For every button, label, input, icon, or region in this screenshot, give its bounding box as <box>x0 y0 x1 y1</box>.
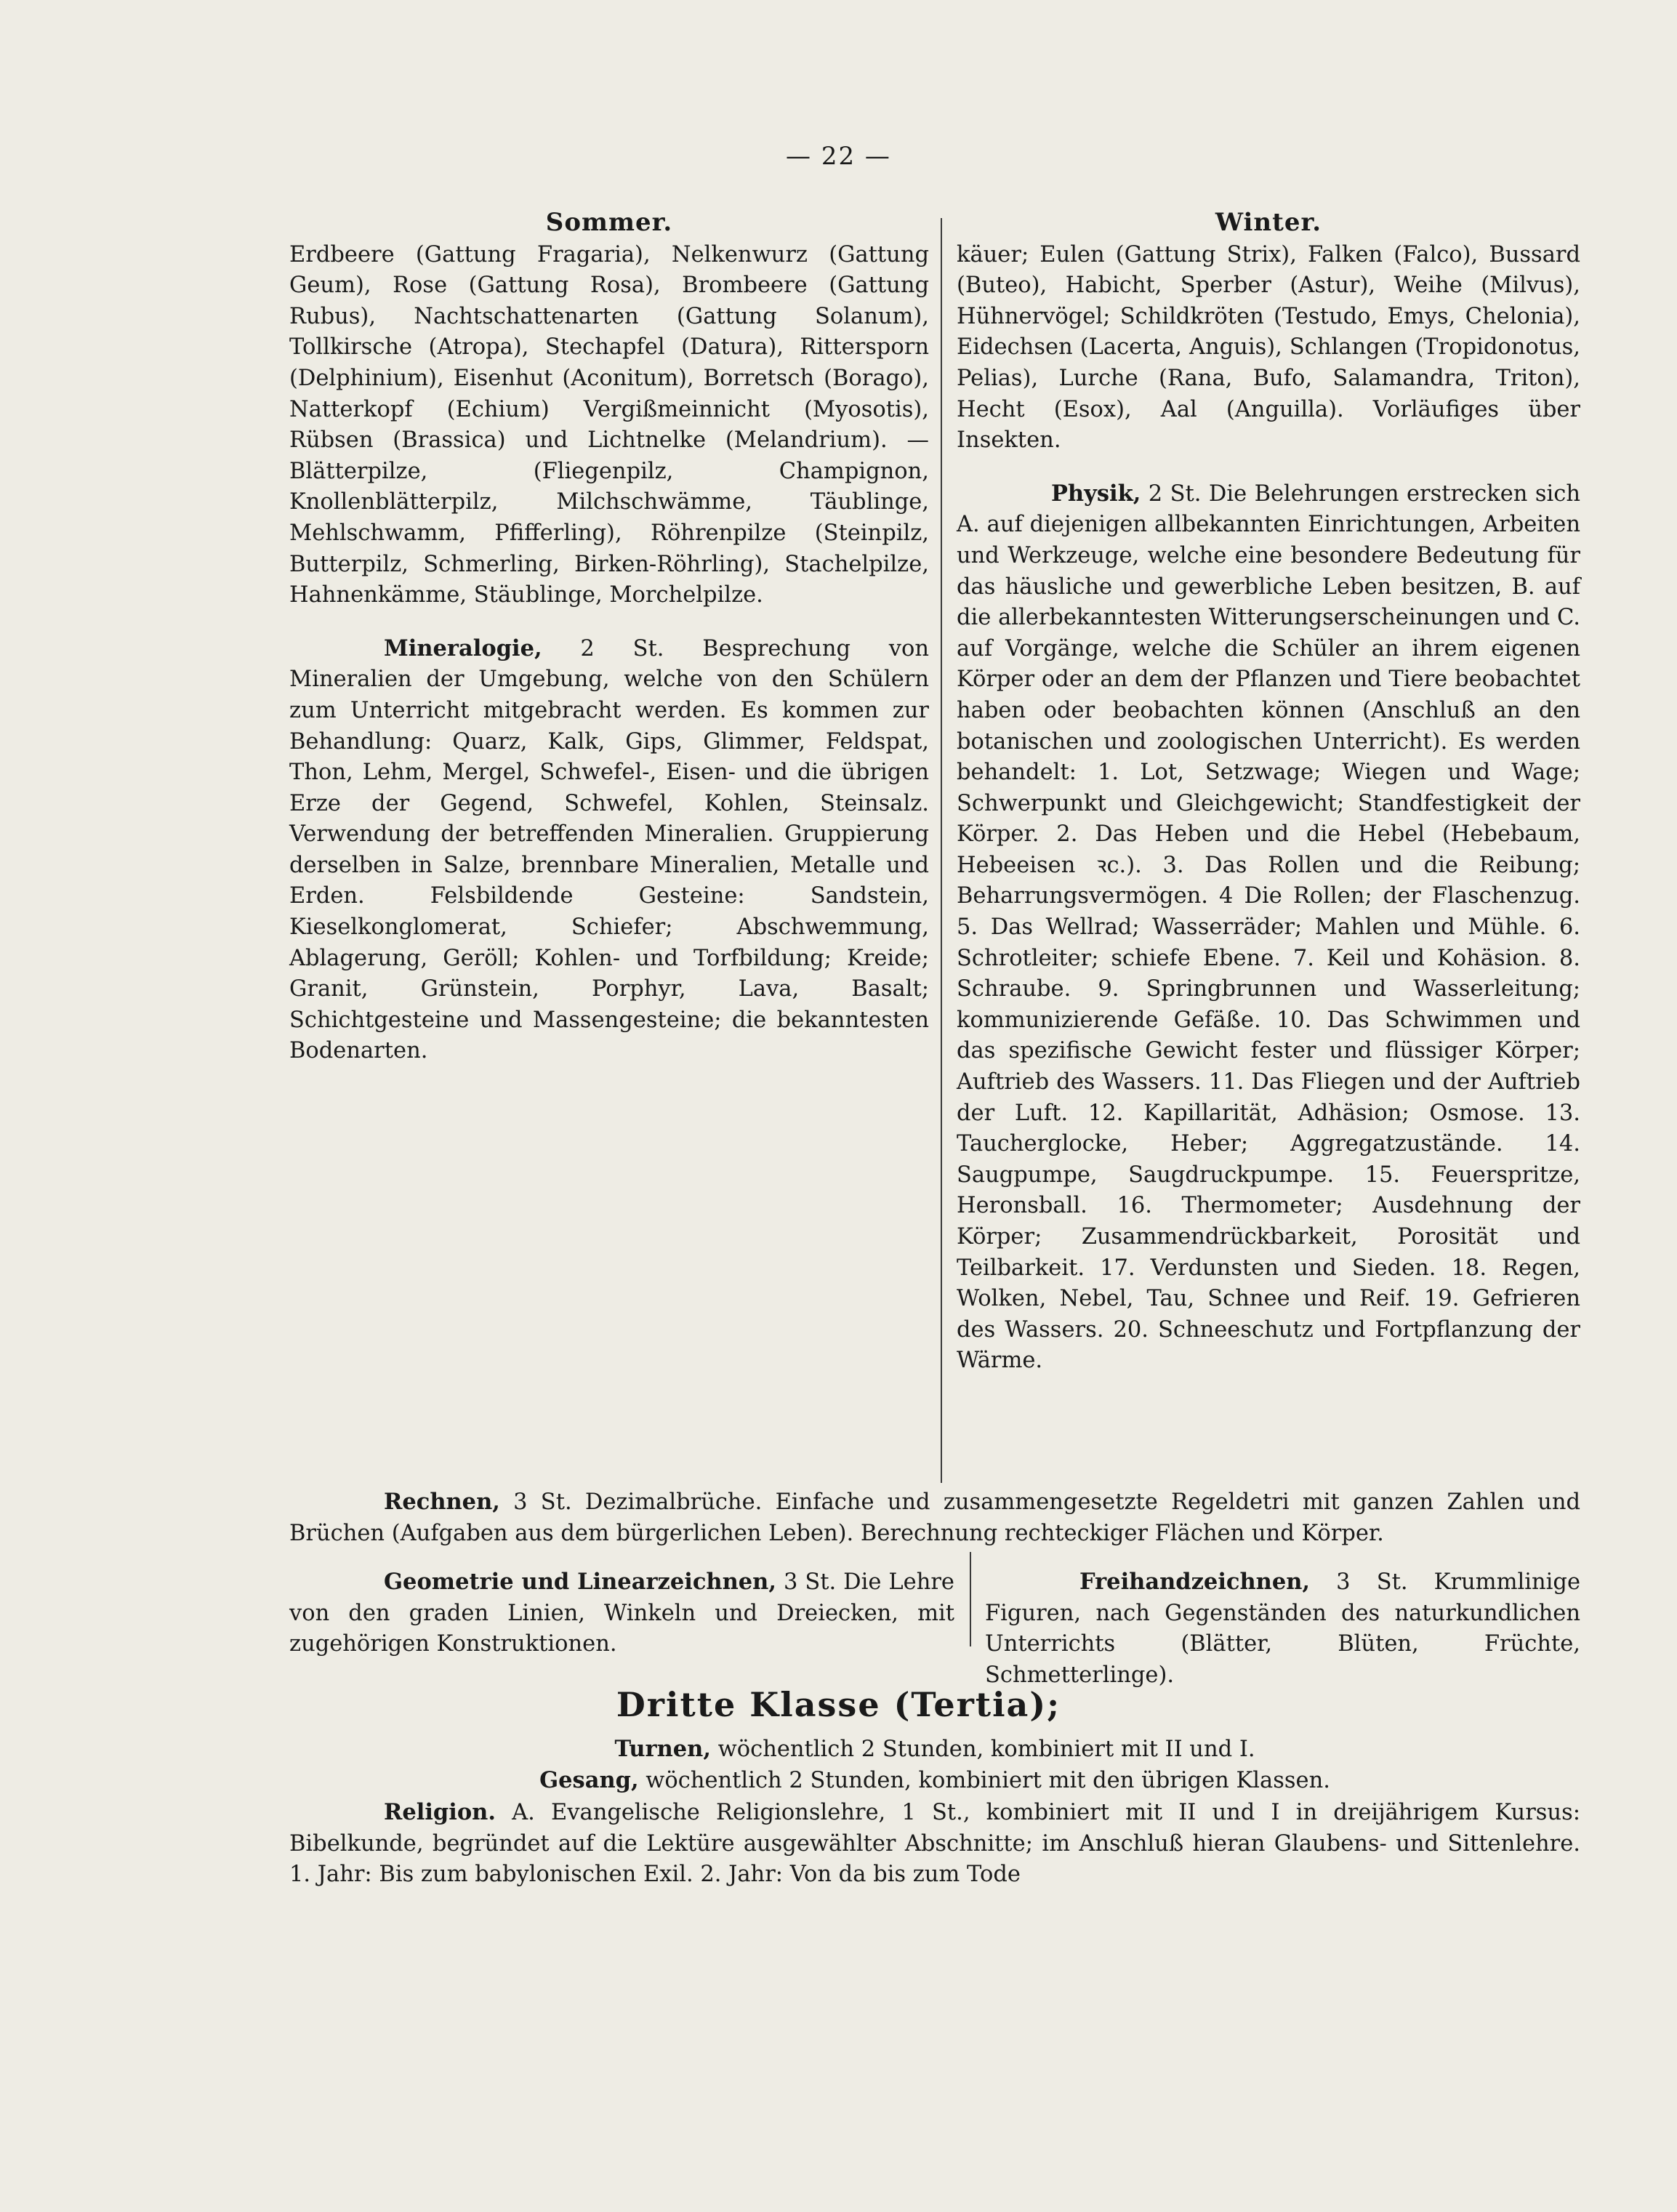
mineralogy-label: Mineralogie, <box>384 635 542 661</box>
physics-text: 2 St. Die Belehrungen erstrecken sich A. auf diejenigen allbekannten Einrichtungen, Arbeiten und Werkzeuge, welche eine besondere Bedeutung für das häusliche und gewerbliche Leben besitzen, B. auf die allerbekanntesten Witterungserscheinungen und C. auf Vorgänge, welche die Schüler an ihrem eigenen Körper oder an dem der Pflanzen und Tiere beobachtet haben oder beobachten können (Anschluß an den botanischen und zoologischen Unterricht). Es werden behandelt: 1. Lot, Setzwage; Wiegen und Wage; Schwerpunkt und Gleichgewicht; Standfestigkeit der Körper. 2. Das Heben und die Hebel (Hebebaum, Hebeeisen ꝛc.). 3. Das Rollen und die Reibung; Beharrungsvermögen. 4 Die Rollen; der Flaschenzug. 5. Das Wellrad; Wasserräder; Mahlen und Mühle. 6. Schrotleiter; schiefe Ebene. 7. Keil und Kohäsion. 8. Schraube. 9. Springbrunnen und Wasserleitung; kommunizierende Gefäße. 10. Das Schwimmen und das spezifische Gewicht fester und flüssiger Körper; Auftrieb des Wassers. 11. Das Fliegen und der Auftrieb der Luft. 12. Kapillarität, Adhäsion; Osmose. 13. Taucherglocke, Heber; Aggregatzustände. 14. Saugpumpe, Saugdruckpumpe. 15. Feuerspritze, Heronsball. 16. Thermometer; Ausdehnung der Körper; Zusammendrückbarkeit, Porosität und Teilbarkeit. 17. Verdunsten und Sieden. 18. Regen, Wolken, Nebel, Tau, Schnee und Reif. 19. Gefrieren des Wassers. 20. Schneeschutz und Fortpflanzung der Wärme. <box>957 480 1580 1374</box>
paragraph-religion <box>289 1797 1580 1891</box>
right-column-heading: Winter. <box>1215 208 1322 237</box>
freihand-text: 3 St. Krummlinige Figuren, nach Gegenständen des naturkundlichen Unterrichts (Blätter, Blüten, Früchte, Schmetterlinge). <box>985 1569 1580 1688</box>
left-paragraph-botany: Erdbeere (Gattung Fragaria), Nelkenwurz (Gattung Geum), Rose (Gattung Rosa), Brombeere (Gattung Rubus), Nachtschattenarten (Gattung Solanum), Tollkirsche (Atropa), Stechapfel (Datura), Rittersporn (Delphinium), Eisenhut (Aconitum), Borretsch (Borago), Natterkopf (Echium) Vergißmeinnicht (Myosotis), Rübsen (Brassica) und Lichtnelke (Melandrium). — Blätterpilze, (Fliegenpilz, Champignon, Knollenblätterpilz, Milchschwämme, Täublinge, Mehlschwamm, Pfifferling), Röhrenpilze (Steinpilz, Butterpilz, Schmerling, Birken-Röhrling), Stachelpilze, Hahnenkämme, Stäublinge, Morchelpilze. <box>289 241 929 608</box>
paragraph-freihand <box>985 1567 1580 1691</box>
left-column <box>289 207 929 1067</box>
geometrie-text: 3 St. Die Lehre von den graden Linien, Winkeln und Dreiecken, mit zugehörigen Konstruktionen. <box>289 1569 954 1657</box>
paragraph-geometrie <box>289 1567 954 1660</box>
section-heading: Dritte Klasse (Tertia); <box>616 1685 1061 1724</box>
right-column <box>957 207 1580 1377</box>
page-number: — 22 — <box>786 142 891 171</box>
religion-text: A. Evangelische Religionslehre, 1 St., kombiniert mit II und I in dreijährigem Kursus: Bibelkunde, begründet auf die Lektüre ausgewählter Abschnitte; im Anschluß hieran Glaubens- und Sittenlehre. 1. Jahr: Bis zum babylonischen Exil. 2. Jahr: Von da bis zum Tode <box>289 1800 1580 1888</box>
lower-column-divider <box>970 1552 971 1646</box>
turnen-text: wöchentlich 2 Stunden, kombiniert mit II und I. <box>710 1737 1255 1762</box>
rechnen-label: Rechnen, <box>384 1489 500 1515</box>
turnen-label: Turnen, <box>614 1736 711 1762</box>
rechnen-text: 3 St. Dezimalbrüche. Einfache und zusammengesetzte Regeldetri mit ganzen Zahlen und Brüchen (Aufgaben aus dem bürgerlichen Leben). Berechnung rechteckiger Flächen und Körper. <box>289 1489 1580 1546</box>
gesang-label: Gesang, <box>539 1767 639 1793</box>
paragraph-rechnen <box>289 1487 1580 1549</box>
geometrie-label: Geometrie und Linearzeichnen, <box>384 1569 776 1595</box>
freihand-label: Freihandzeichnen, <box>1079 1569 1311 1595</box>
right-paragraph-physics <box>957 478 1580 1377</box>
paragraph-gesang <box>289 1765 1580 1797</box>
left-column-heading: Sommer. <box>545 208 673 237</box>
gesang-text: wöchentlich 2 Stunden, kombiniert mit den übrigen Klassen. <box>638 1768 1330 1793</box>
religion-label: Religion. <box>384 1799 496 1825</box>
mineralogy-text: 2 St. Besprechung von Mineralien der Umgebung, welche von den Schülern zum Unterricht mitgebracht werden. Es kommen zur Behandlung: Quarz, Kalk, Gips, Glimmer, Feldspat, Thon, Lehm, Mergel, Schwefel-, Eisen- und die übrigen Erze der Gegend, Schwefel, Kohlen, Steinsalz. Verwendung der betreffenden Mineralien. Gruppierung derselben in Salze, brennbare Mineralien, Metalle und Erden. Felsbildende Gesteine: Sandstein, Kieselkonglomerat, Schiefer; Abschwemmung, Ablagerung, Geröll; Kohlen- und Torfbildung; Kreide; Granit, Grünstein, Porphyr, Lava, Basalt; Schichtgesteine und Massengesteine; die bekanntesten Bodenarten. <box>289 635 929 1064</box>
right-paragraph-zoology: käuer; Eulen (Gattung Strix), Falken (Falco), Bussard (Buteo), Habicht, Sperber (Astur), Weihe (Milvus), Hühnervögel; Schildkröten (Testudo, Emys, Chelonia), Eidechsen (Lacerta, Anguis), Schlangen (Tropidonotus, Pelias), Lurche (Rana, Bufo, Salamandra, Triton), Hecht (Esox), Aal (Anguilla). Vorläufiges über Insekten. <box>957 241 1580 454</box>
left-paragraph-mineralogy <box>289 633 929 1067</box>
column-divider <box>941 218 942 1483</box>
paragraph-turnen <box>289 1734 1580 1766</box>
physics-label: Physik, <box>1051 480 1141 507</box>
